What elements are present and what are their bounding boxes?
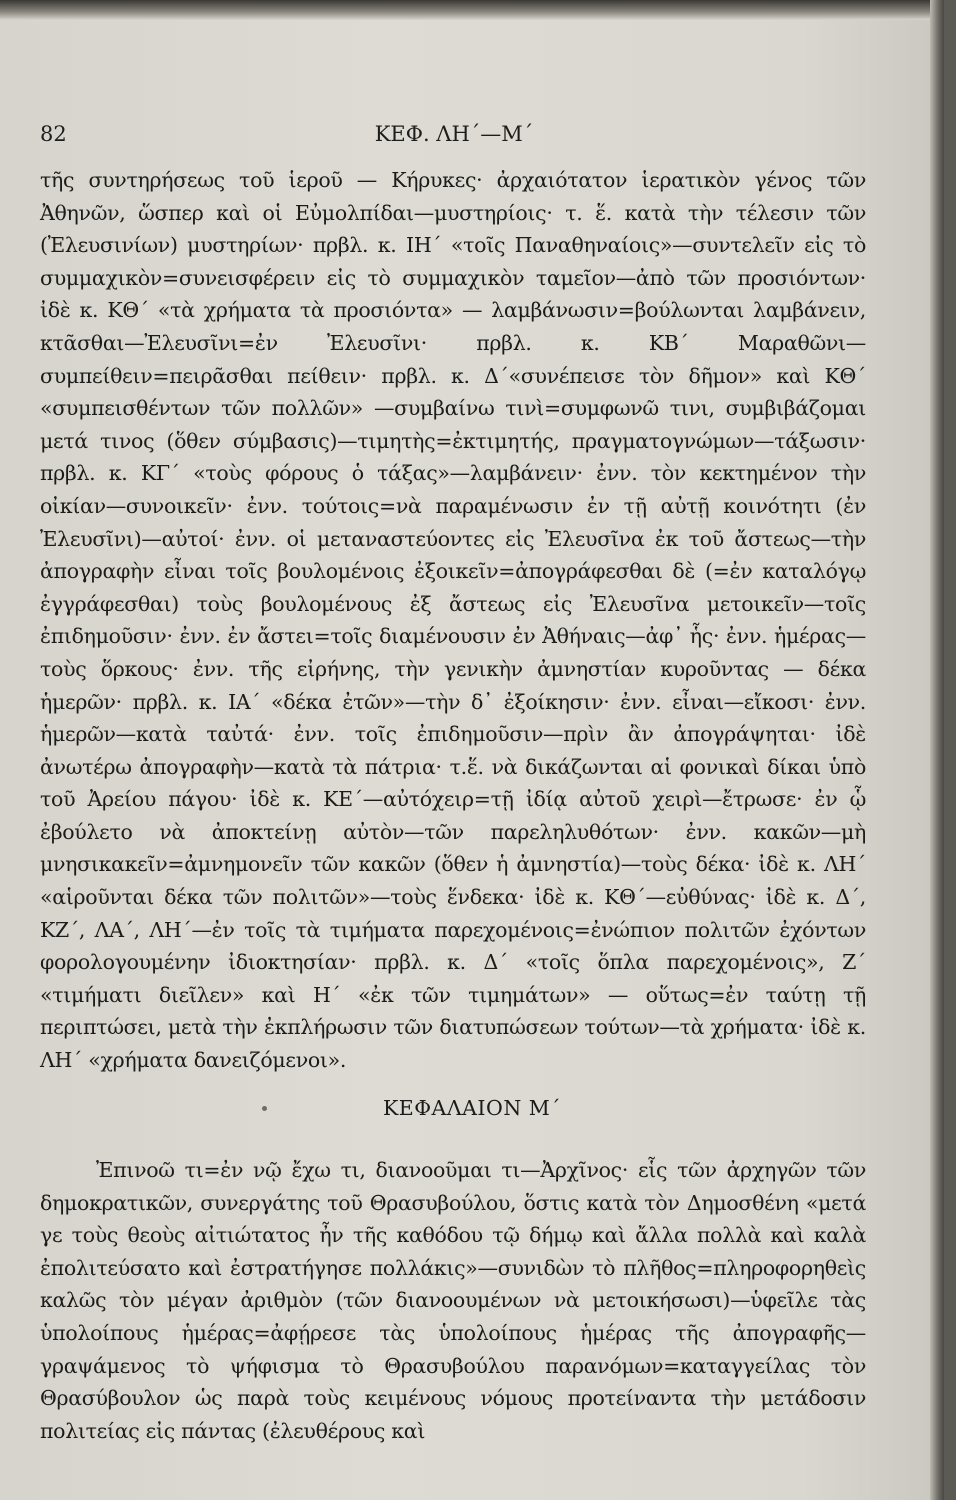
commentary-paragraph: τῆς συντηρήσεως τοῦ ἱεροῦ — Κήρυκες· ἀρχαιότατον ἱερατικὸν γένος τῶν Ἀθηνῶν, ὥσπερ καὶ οἱ Εὐμολπίδαι—μυστηρίοις· τ. ἕ. κατὰ τὴν τέλεσιν τῶν (Ἐλευσινίων) μυστηρίων· πρβλ. κ. ΙΗ΄ «τοῖς Παναθηναίοις»—συντελεῖν εἰς τὸ συμμαχικὸν=συνεισφέρειν εἰς τὸ συμμαχικὸν ταμεῖον—ἀπὸ τῶν προσιόντων· ἰδὲ κ. ΚΘ΄ «τὰ χρήματα τὰ προσιόντα» — λαμβάνωσιν=βούλωνται λαμβάνειν, κτᾶσθαι—Ἐλευσῖνι=ἐν Ἐλευσῖνι· πρβλ. κ. ΚΒ΄ Μαραθῶνι—συμπείθειν=πειρᾶσθαι πείθειν· πρβλ. κ. Δ΄«συνέπεισε τὸν δῆμον» καὶ ΚΘ΄ «συμπεισθέντων τῶν πολλῶν» —συμβαίνω τινὶ=συμφωνῶ τινι, συμβιβάζομαι μετά τινος (ὅθεν σύμβασις)—τιμητὴς=ἐκτιμητής, πραγματογνώμων—τάξωσιν· πρβλ. κ. ΚΓ΄ «τοὺς φόρους ὁ τάξας»—λαμβάνειν· ἐνν. τὸν κεκτημένον τὴν οἰκίαν—συνοικεῖν· ἐνν. τούτοις=νὰ παραμένωσιν ἐν τῇ αὐτῇ κοινότητι (ἐν Ἐλευσῖνι)—αὐτοί· ἐνν. οἱ μεταναστεύοντες εἰς Ἐλευσῖνα ἐκ τοῦ ἄστεως—τὴν ἀπογραφὴν εἶναι τοῖς βουλομένοις ἐξοικεῖν=ἀπογράφεσθαι δὲ (=ἐν καταλόγῳ ἐγγράφεσθαι) τοὺς βουλομένους ἐξ ἄστεως εἰς Ἐλευσῖνα μετοικεῖν—τοῖς ἐπιδημοῦσιν· ἐνν. ἐν ἄστει=τοῖς διαμένουσιν ἐν Ἀθήναις—ἀφ᾽ ἧς· ἐνν. ἡμέρας—τοὺς ὅρκους· ἐνν. τῆς εἰρήνης, τὴν γενικὴν ἀμνηστίαν κυροῦντας — δέκα ἡμερῶν· πρβλ. κ. ΙΑ΄ «δέκα ἐτῶν»—τὴν δ᾽ ἐξοίκησιν· ἐνν. εἶναι—εἴκοσι· ἐνν. ἡμερῶν—κατὰ ταὐτά· ἐνν. τοῖς ἐπιδημοῦσιν—πρὶν ἂν ἀπογράψηται· ἰδὲ ἀνωτέρω ἀπογραφὴν—κατὰ τὰ πάτρια· τ.ἕ. νὰ δικάζωνται αἱ φονικαὶ δίκαι ὑπὸ τοῦ Ἀρείου πάγου· ἰδὲ κ. ΚΕ΄—αὐτόχειρ=τῇ ἰδίᾳ αὐτοῦ χειρὶ—ἔτρωσε· ἐν ᾧ ἐβούλετο νὰ ἀποκτείνῃ αὐτὸν—τῶν παρεληλυθότων· ἐνν. κακῶν—μὴ μνησικακεῖν=ἀμνημονεῖν τῶν κακῶν (ὅθεν ἡ ἀμνηστία)—τοὺς δέκα· ἰδὲ κ. ΛΗ΄ «αἱροῦνται δέκα τῶν πολιτῶν»—τοὺς ἕνδεκα· ἰδὲ κ. ΚΘ΄—εὐθύνας· ἰδὲ κ. Δ΄, ΚΖ΄, ΛΑ΄, ΛΗ΄—ἐν τοῖς τὰ τιμήματα παρεχομένοις=ἐνώπιον πολιτῶν ἐχόντων φορολογουμένην ἰδιοκτησίαν· πρβλ. κ. Δ΄ «τοῖς ὅπλα παρεχομένοις», Ζ΄ «τιμήματι διεῖλεν» καὶ Η΄ «ἐκ τῶν τιμημάτων» — οὕτως=ἐν ταύτῃ τῇ περιπτώσει, μετὰ τὴν ἐκπλήρωσιν τῶν διατυπώσεων τούτων—τὰ χρήματα· ἰδὲ κ. ΛΗ΄ «χρήματα δανειζόμενοι».: [40, 168, 866, 1073]
chapter-paragraph: Ἐπινοῶ τι=ἐν νῷ ἔχω τι, διανοοῦμαι τι—Ἀρχῖνος· εἷς τῶν ἀρχηγῶν τῶν δημοκρατικῶν, συνεργάτης τοῦ Θρασυβούλου, ὅστις κατὰ τὸν Δημοσθένη «μετά γε τοὺς θεοὺς αἰτιώτατος ἦν τῆς καθόδου τῷ δήμῳ καὶ ἄλλα πολλὰ καὶ καλὰ ἐπολιτεύσατο καὶ ἐστρατήγησε πολλάκις»—συνιδὼν τὸ πλῆθος=πληροφορηθεὶς καλῶς τὸν μέγαν ἀριθμὸν (τῶν διανοουμένων νὰ μετοικήσωσι)—ὑφεῖλε τὰς ὑπολοίπους ἡμέρας=ἀφῄρεσε τὰς ὑπολοίπους ἡμέρας τῆς ἀπογραφῆς—γραψάμενος τὸ ψήφισμα τὸ Θρασυβούλου παρανόμων=καταγγείλας τὸν Θρασύβουλον ὡς παρὰ τοὺς κειμένους νόμους προτείναντα τὴν μετάδοσιν πολιτείας εἰς πάντας (ἐλευθέρους καὶ: [40, 1158, 866, 1443]
chapter-heading: ΚΕΦΑΛΑΙΟΝ Μ΄: [382, 1096, 562, 1120]
running-head: ΚΕΦ. ΛΗ΄—Μ΄: [374, 122, 534, 146]
chapter-commentary: [40, 1154, 866, 1447]
page-header: [40, 122, 868, 154]
page-number: 82: [40, 122, 67, 146]
scan-binding-edge: [930, 0, 944, 1500]
scan-top-edge: [0, 0, 944, 20]
